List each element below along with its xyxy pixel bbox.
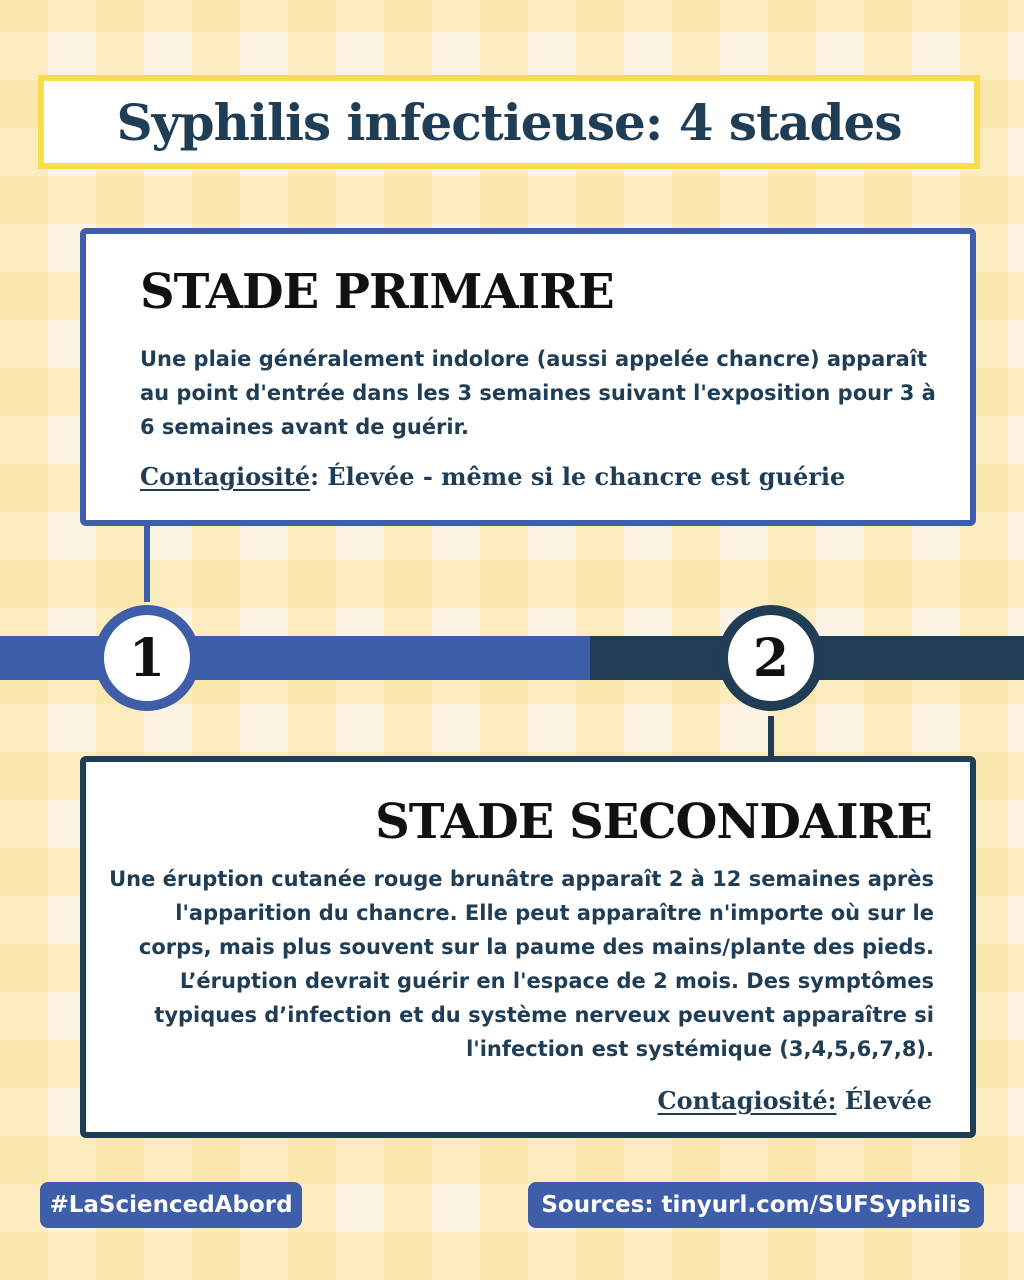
secondary-contagiousness-value: Élevée	[836, 1086, 932, 1115]
stage-2-marker: 2	[718, 605, 824, 711]
primary-contagiousness	[140, 462, 845, 491]
timeline-bar-primary	[0, 636, 594, 680]
primary-contagiousness-label: Contagiosité	[140, 462, 311, 491]
secondary-stage-card	[80, 756, 976, 1138]
secondary-connector	[768, 716, 774, 760]
primary-stage-card	[80, 228, 976, 526]
title-banner	[38, 75, 980, 169]
primary-connector	[144, 520, 150, 602]
secondary-contagiousness-label: Contagiosité:	[657, 1086, 837, 1115]
secondary-stage-description: Une éruption cutanée rouge brunâtre apparaît 2 à 12 semaines après l'apparition du chancre. Elle peut apparaître n'importe où sur le corps, mais plus souvent sur la paume des mains/plante des pieds. L’éruption devrait guérir en l'espace de 2 mois. Des symptômes typiques d’infection et du système nerveux peuvent apparaître si l'infection est systémique (3,4,5,6,7,8).	[109, 867, 934, 1061]
primary-stage-description: Une plaie généralement indolore (aussi appelée chancre) apparaît au point d'entrée dans les 3 semaines suivant l'exposition pour 3 à 6 semaines avant de guérir.	[140, 347, 936, 439]
page-title: Syphilis infectieuse: 4 stades	[116, 92, 902, 152]
sources-badge[interactable]: Sources: tinyurl.com/SUFSyphilis	[528, 1182, 984, 1228]
stage-1-marker: 1	[94, 605, 200, 711]
primary-contagiousness-value: : Élevée - même si le chancre est guérie	[310, 462, 846, 491]
hashtag-badge: #LaSciencedAbord	[40, 1182, 302, 1228]
primary-stage-heading: STADE PRIMAIRE	[140, 264, 614, 320]
secondary-stage-heading: STADE SECONDAIRE	[375, 794, 932, 850]
secondary-contagiousness	[658, 1086, 932, 1115]
